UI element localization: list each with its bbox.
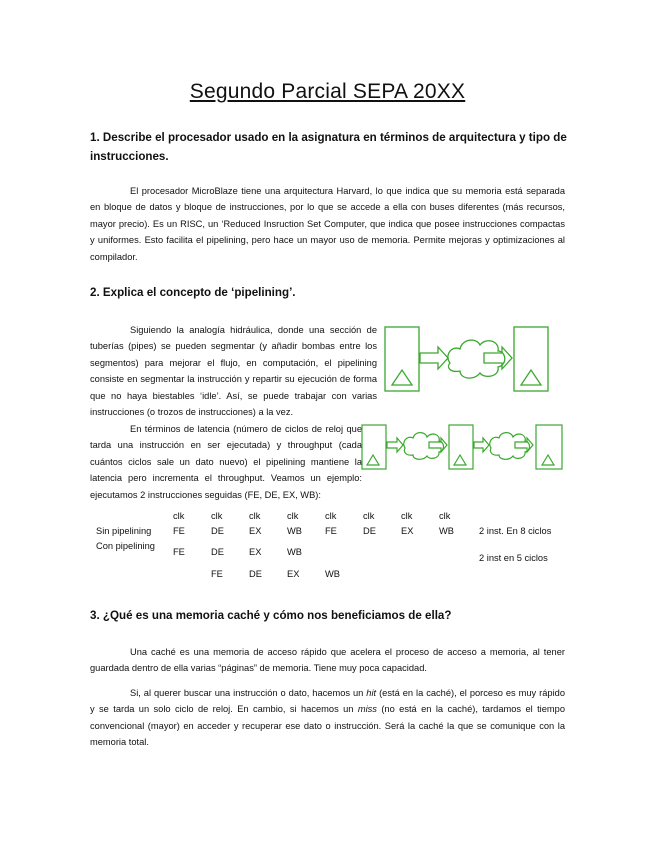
stage-cell: FE (211, 569, 223, 579)
cloud-2 (490, 433, 530, 460)
arrow-2 (429, 438, 447, 452)
question-3-para-1 (90, 644, 565, 677)
question-2-para-1-text: Siguiendo la analogía hidráulica, donde una sección de tuberías (pipes) se pueden segmentar (y añadir bombas entre los segmentos) para mejorar el flujo, en computación, el pipelining consiste en segmentar la instrucción y repartir su ejecución de forma que no haya biestables ‘idle’. Así, se puede trabajar con varias instrucciones (o trozos de instrucciones) a la vez. (90, 325, 377, 418)
result-sin-pipelining: 2 inst. En 8 ciclos (479, 526, 552, 536)
pipe-diagram-multi (361, 422, 566, 472)
stage-cell: WB (439, 526, 454, 536)
clk-header: clk (325, 511, 337, 521)
question-2-para-1 (90, 322, 377, 420)
triangle-3 (542, 455, 554, 465)
arrow-3 (474, 438, 489, 452)
cloud-pump (448, 340, 505, 378)
clk-header: clk (173, 511, 185, 521)
question-1-answer (90, 183, 565, 265)
arrow-right-1 (420, 347, 448, 369)
clk-header: clk (363, 511, 375, 521)
stage-cell: DE (249, 569, 262, 579)
stage-cell: WB (325, 569, 340, 579)
triangle-1 (367, 455, 379, 465)
stage-cell: EX (401, 526, 414, 536)
row-label-con-pipelining: Con pipelining (96, 541, 155, 551)
stage-cell: EX (287, 569, 300, 579)
cloud-1 (404, 433, 444, 460)
question-3-para-2 (90, 685, 565, 751)
segment-box-2 (449, 425, 473, 469)
segment-box-3 (536, 425, 562, 469)
question-2-para-2-text: En términos de latencia (número de ciclos de reloj que tarda una instrucción en ser ejecutada) y throughput (cada cuántos ciclos sale un dato nuevo) el pipelining mantiene la latencia pero incrementa el throughput. Veamos un ejemplo: ejecutamos 2 instrucciones seguidas (FE, DE, EX, WB): (90, 424, 362, 500)
question-2-para-2 (90, 421, 362, 503)
para-2-text-b: (está en la caché), el porceso es muy rápido y se tarda un solo ciclo de reloj. En cambio, si hacemos un (90, 688, 566, 715)
clk-header: clk (439, 511, 451, 521)
para-2-text-c: (no está en la caché), tardamos el tiempo convencional (mayor) en acceder y recuperar ese dato o instrucción. Será la caché la que se comunique con la memoria total. (90, 704, 565, 748)
pipe-diagram-single (384, 325, 564, 395)
segment-box-right (514, 327, 548, 391)
para-2-text-a: Si, al querer buscar una instrucción o dato, hacemos un (130, 688, 367, 698)
stage-cell: DE (211, 547, 224, 557)
arrow-1 (387, 438, 403, 452)
stage-cell: EX (249, 547, 262, 557)
stage-cell: FE (173, 547, 185, 557)
question-2-heading: 2. Explica el concepto de ‘pipelining’. (90, 286, 296, 299)
stage-cell: WB (287, 547, 302, 557)
stage-cell: DE (211, 526, 224, 536)
question-3-heading: 3. ¿Qué es una memoria caché y cómo nos beneficiamos de ella? (90, 609, 452, 622)
stage-cell: EX (249, 526, 262, 536)
stage-cell: FE (173, 526, 185, 536)
question-3-para-1-text: Una caché es una memoria de acceso rápido que acelera el proceso de acceso a memoria, al tener guardada dentro de ella varias “páginas” de memoria. Tiene muy poca capacidad. (90, 647, 565, 674)
clk-header: clk (211, 511, 223, 521)
question-1-heading: 1. Describe el procesador usado en la asignatura en términos de arquitectura y tipo de instrucciones. (90, 131, 567, 163)
miss-term: miss (357, 704, 377, 715)
triangle-right (521, 370, 541, 385)
hit-term: hit (366, 688, 377, 698)
page-title: Segundo Parcial SEPA 20XX (189, 80, 466, 103)
clk-header: clk (401, 511, 413, 521)
clk-header: clk (249, 511, 261, 521)
triangle-2 (454, 455, 466, 465)
row-label-sin-pipelining: Sin pipelining (96, 526, 152, 536)
stage-cell: WB (287, 526, 302, 536)
result-con-pipelining: 2 inst en 5 ciclos (479, 553, 548, 563)
stage-cell: FE (325, 526, 337, 536)
clk-header: clk (287, 511, 299, 521)
triangle-left (392, 370, 412, 385)
question-1-answer-text: El procesador MicroBlaze tiene una arquitectura Harvard, lo que indica que su memoria está separada en bloque de datos y bloque de instrucciones, por lo que se accede a ella con buses diferentes (más recursos, mayor precio). Es un RISC, un ‘Reduced Insruction Set Computer, que indica que posee instrucciones compactas y uniformes. Esto facilita el pipelining, pero hace un mayor uso de memoria. Permite mejoras y optimizaciones al compilador. (90, 186, 565, 262)
stage-cell: DE (363, 526, 376, 536)
segment-box-1 (362, 425, 386, 469)
segment-box-left (385, 327, 419, 391)
arrow-4 (515, 438, 533, 452)
